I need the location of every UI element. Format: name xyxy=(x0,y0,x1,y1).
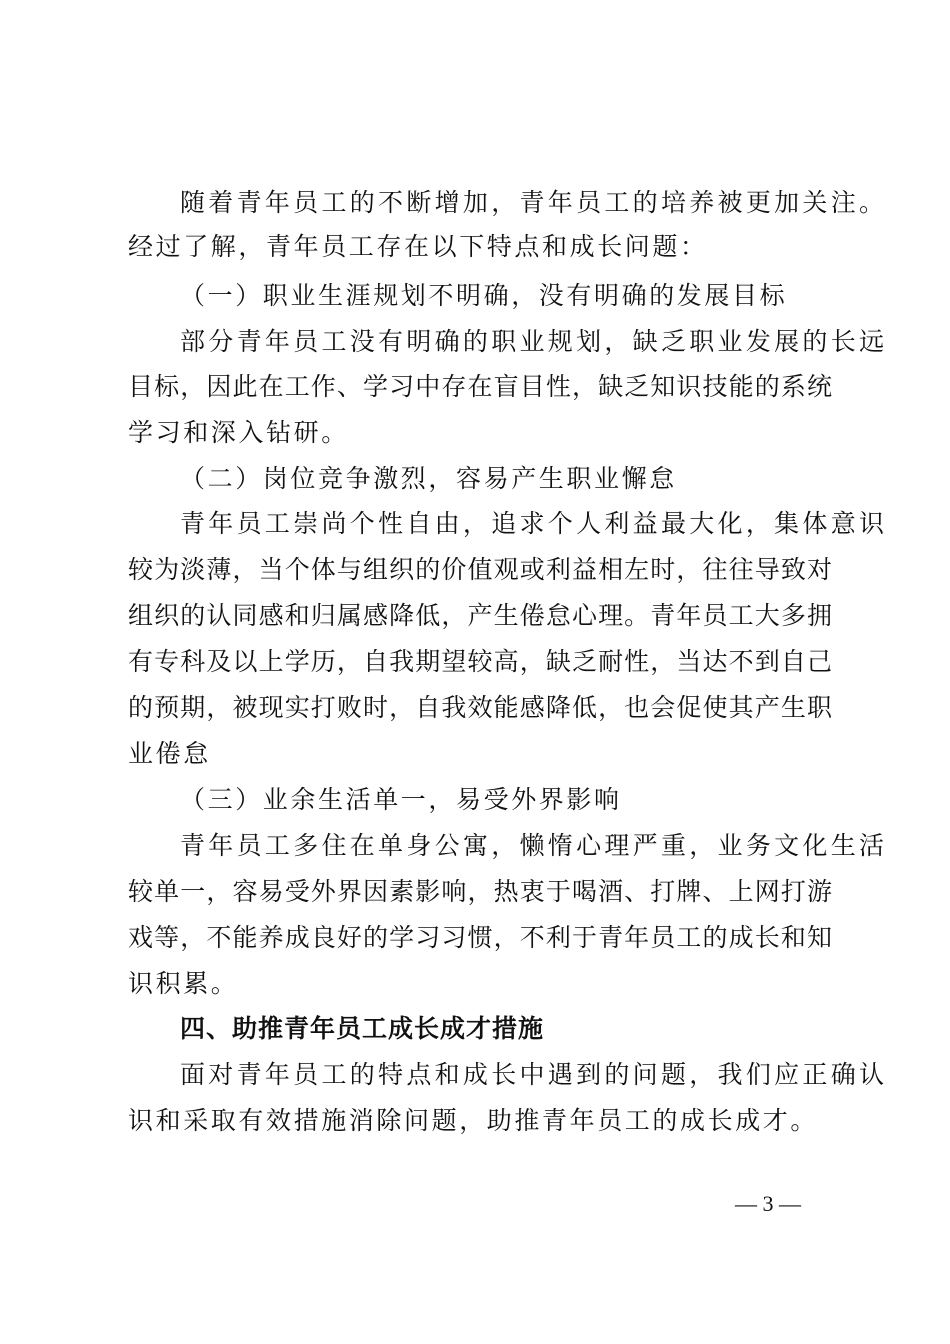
paragraph-line: 青年员工崇尚个性自由，追求个人利益最大化，集体意识 xyxy=(180,509,884,538)
paragraph-line: 识和采取有效措施消除问题，助推青年员工的成长成才。 xyxy=(128,1106,819,1135)
paragraph-line: 业倦怠 xyxy=(128,739,211,768)
section-heading: 四、助推青年员工成长成才措施 xyxy=(180,1014,545,1043)
paragraph-line: 目标，因此在工作、学习中存在盲目性，缺乏知识技能的系统 xyxy=(128,372,832,401)
paragraph-line: 面对青年员工的特点和成长中遇到的问题，我们应正确认 xyxy=(180,1060,884,1089)
paragraph-line: 识积累。 xyxy=(128,969,239,998)
section-subheading: （二）岗位竞争激烈，容易产生职业懈怠 xyxy=(180,464,677,493)
paragraph-line: 戏等，不能养成良好的学习习惯，不利于青年员工的成长和知 xyxy=(128,923,832,952)
paragraph-line: 较单一，容易受外界因素影响，热衷于喝酒、打牌、上网打游 xyxy=(128,877,832,906)
page-number: — 3 — xyxy=(735,1191,801,1216)
paragraph-line: 有专科及以上学历，自我期望较高，缺乏耐性，当达不到自己 xyxy=(128,647,832,676)
paragraph-line: 青年员工多住在单身公寓，懒惰心理严重，业务文化生活 xyxy=(180,831,884,860)
paragraph-line: 学习和深入钻研。 xyxy=(128,418,349,447)
section-subheading: （三）业余生活单一，易受外界影响 xyxy=(180,785,622,814)
paragraph-line: 随着青年员工的不断增加，青年员工的培养被更加关注。 xyxy=(180,188,884,217)
paragraph-line: 部分青年员工没有明确的职业规划，缺乏职业发展的长远 xyxy=(180,327,884,356)
paragraph-line: 较为淡薄，当个体与组织的价值观或利益相左时，往往导致对 xyxy=(128,555,832,584)
paragraph-line: 组织的认同感和归属感降低，产生倦怠心理。青年员工大多拥 xyxy=(128,601,832,630)
paragraph-line: 经过了解，青年员工存在以下特点和成长问题： xyxy=(128,232,708,261)
paragraph-line: 的预期，被现实打败时，自我效能感降低，也会促使其产生职 xyxy=(128,693,832,722)
section-subheading: （一）职业生涯规划不明确，没有明确的发展目标 xyxy=(180,281,788,310)
